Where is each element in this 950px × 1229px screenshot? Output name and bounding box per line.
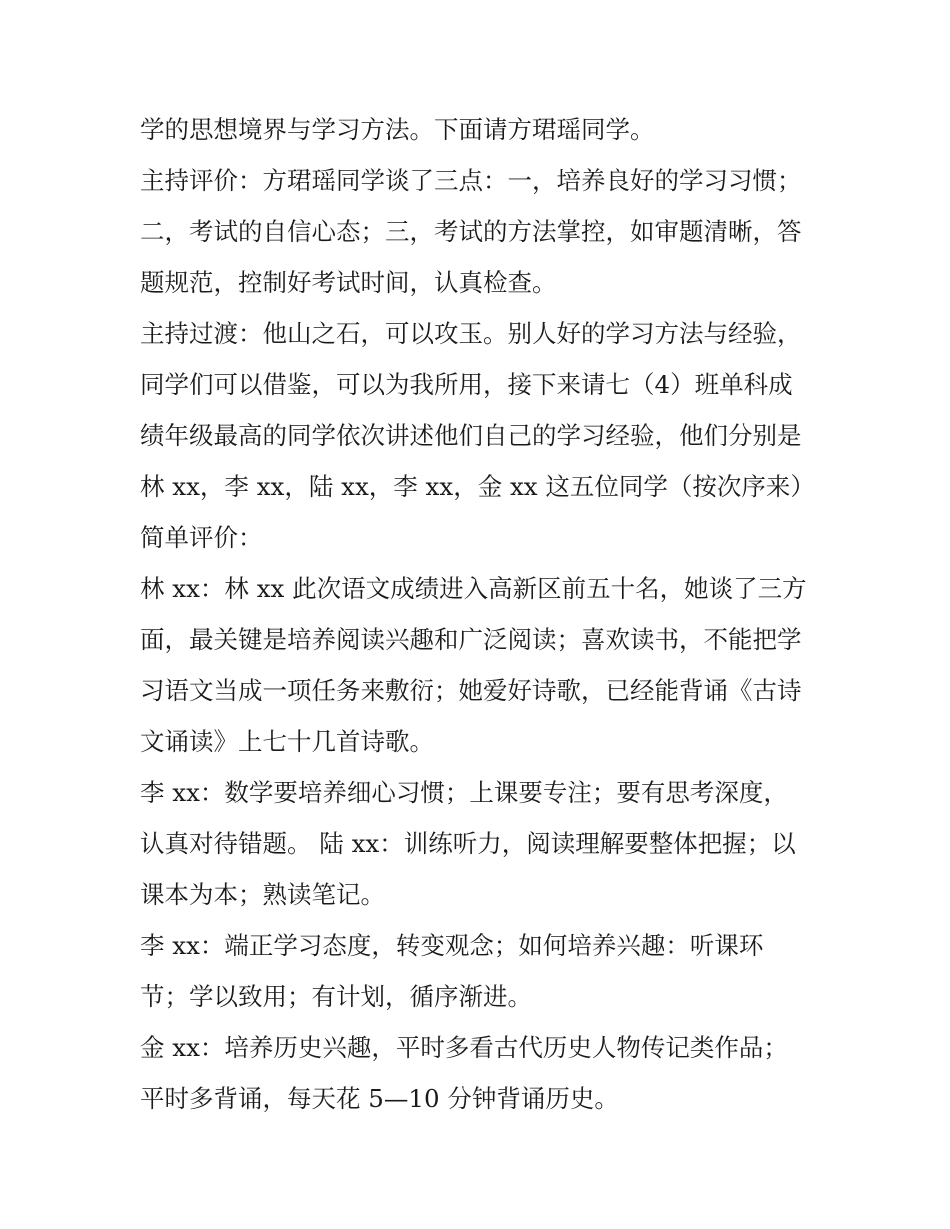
text-line: 学的思想境界与学习方法。下面请方珺瑶同学。 xyxy=(140,115,655,144)
text-line: 节；学以致用；有计划，循序渐进。 xyxy=(140,982,532,1011)
text-line: 李 xx：端正学习态度，转变观念；如何培养兴趣：听课环 xyxy=(140,931,764,960)
document-body xyxy=(140,104,820,1124)
text-line: 主持过渡：他山之石，可以攻玉。别人好的学习方法与经验， xyxy=(140,319,802,348)
text-line: 李 xx：数学要培养细心习惯；上课要专注；要有思考深度， xyxy=(140,778,788,807)
text-line: 林 xx：林 xx 此次语文成绩进入高新区前五十名，她谈了三方 xyxy=(140,574,807,603)
text-line: 简单评价： xyxy=(140,523,263,552)
text-line: 主持评价：方珺瑶同学谈了三点：一，培养良好的学习习惯； xyxy=(140,166,802,195)
text-line: 题规范，控制好考试时间，认真检查。 xyxy=(140,268,557,297)
text-line: 习语文当成一项任务来敷衍；她爱好诗歌，已经能背诵《古诗 xyxy=(140,676,802,705)
text-line: 林 xx，李 xx，陆 xx，李 xx，金 xx 这五位同学（按次序来） xyxy=(140,472,815,501)
text-line: 认真对待错题。 陆 xx：训练听力，阅读理解要整体把握；以 xyxy=(140,829,796,858)
text-line: 金 xx：培养历史兴趣，平时多看古代历史人物传记类作品； xyxy=(140,1033,788,1062)
text-line: 同学们可以借鉴，可以为我所用，接下来请七（4）班单科成 xyxy=(140,370,793,399)
text-line: 二，考试的自信心态；三，考试的方法掌控，如审题清晰，答 xyxy=(140,217,802,246)
text-line: 面，最关键是培养阅读兴趣和广泛阅读；喜欢读书，不能把学 xyxy=(140,625,802,654)
text-line: 平时多背诵，每天花 5—10 分钟背诵历史。 xyxy=(140,1084,619,1113)
text-line: 课本为本；熟读笔记。 xyxy=(140,880,385,909)
text-line: 绩年级最高的同学依次讲述他们自己的学习经验，他们分别是 xyxy=(140,421,802,450)
text-line: 文诵读》上七十几首诗歌。 xyxy=(140,727,434,756)
